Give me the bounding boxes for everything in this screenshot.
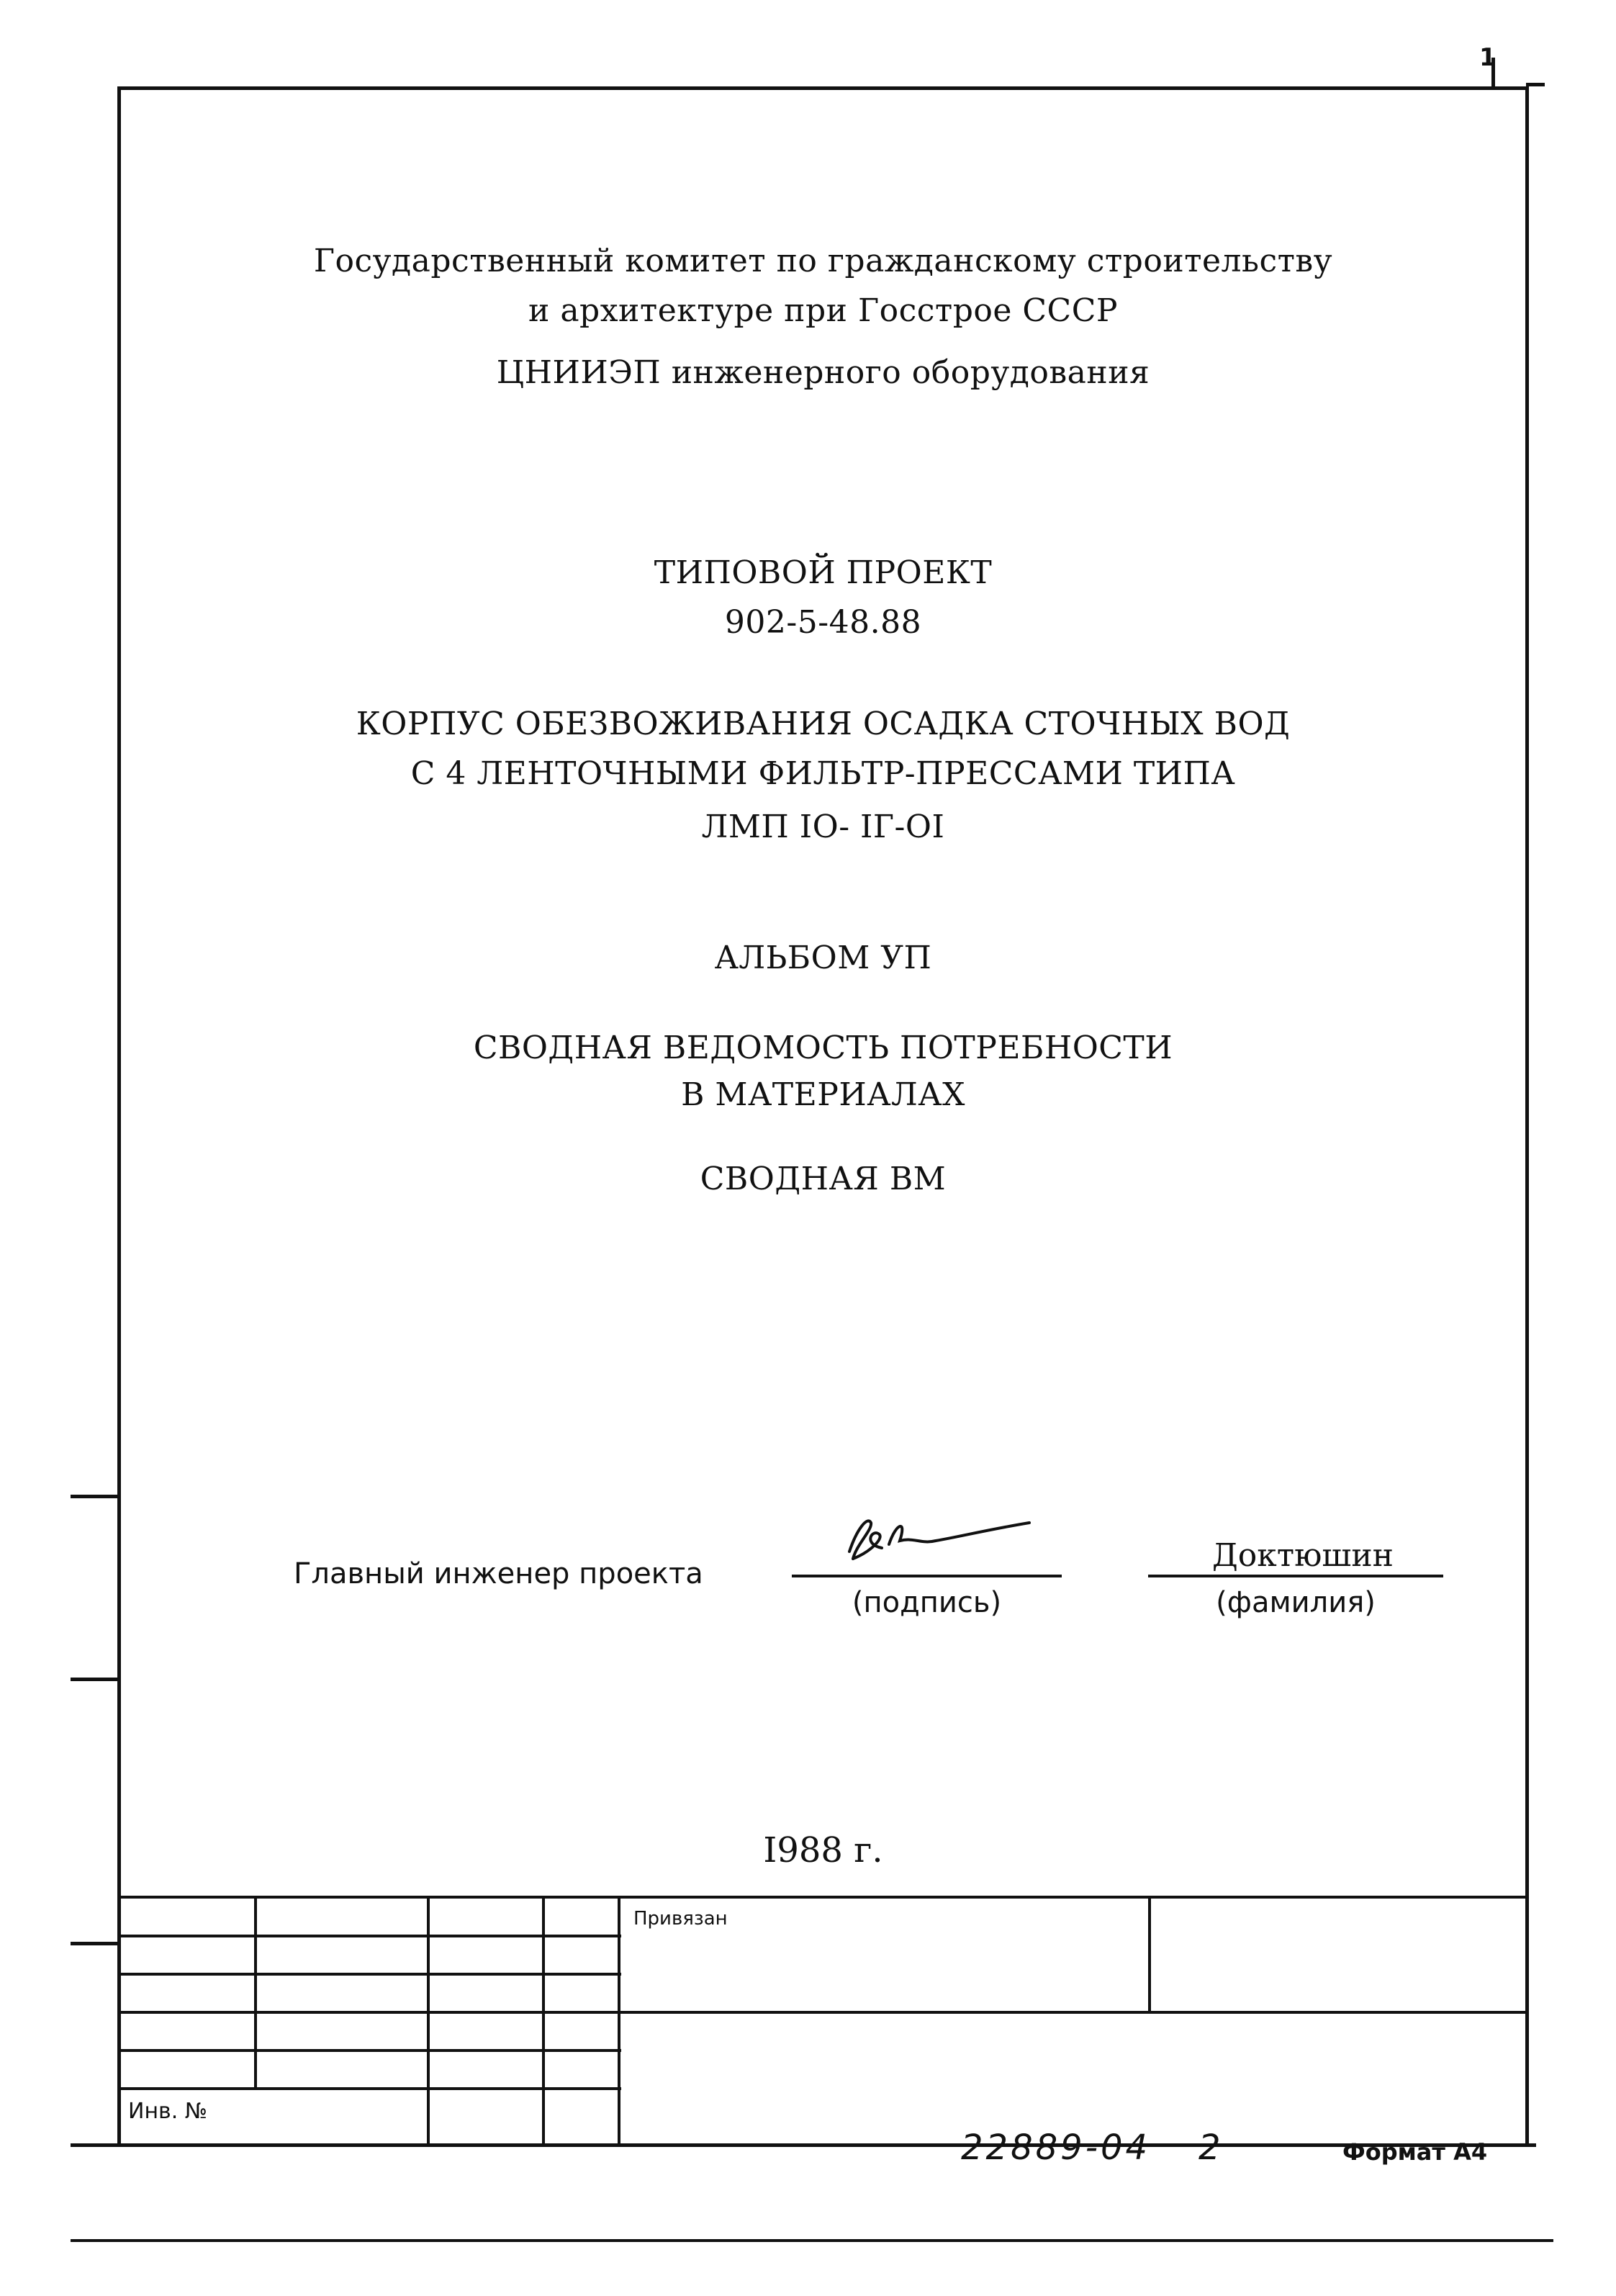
margin-tick <box>71 1678 119 1681</box>
document-code: 22889-04 <box>961 2128 1151 2168</box>
stamp-col-line <box>618 1896 620 2147</box>
object-line-2: С 4 ЛЕНТОЧНЫМИ ФИЛЬТР-ПРЕССАМИ ТИПА <box>410 755 1236 792</box>
project-number: 902-5-48.88 <box>724 604 922 641</box>
stamp-row-line <box>117 2087 621 2090</box>
stamp-row-line <box>117 1973 621 1976</box>
stamp-row-line <box>117 2049 621 2052</box>
signature-line <box>792 1575 1062 1577</box>
object-line-3: ЛМП IО- IГ-ОI <box>701 809 945 845</box>
content-line-1: СВОДНАЯ ВЕДОМОСТЬ ПОТРЕБНОСТИ <box>473 1030 1173 1066</box>
stamp-col-line <box>427 1896 430 2147</box>
stamp-row-line <box>117 1935 621 1937</box>
sheet-number: 2 <box>1199 2128 1221 2168</box>
year: I988 г. <box>763 1830 883 1870</box>
margin-tick <box>71 1495 119 1498</box>
stamp-col-line <box>254 1896 257 2087</box>
stamp-col-line <box>542 1896 545 2147</box>
object-line-1: КОРПУС ОБЕЗВОЖИВАНИЯ ОСАДКА СТОЧНЫХ ВОД <box>356 706 1291 742</box>
inventory-number-label: Инв. № <box>128 2099 208 2124</box>
surname-caption: (фамилия) <box>1216 1586 1376 1619</box>
surname-line <box>1148 1575 1443 1577</box>
album-label: АЛЬБОМ УП <box>714 940 932 976</box>
bound-label: Привязан <box>633 1908 728 1930</box>
margin-tick <box>71 1942 119 1945</box>
org-line-3: ЦНИИЭП инженерного оборудования <box>496 354 1150 391</box>
frame-bottom-line <box>71 2143 1536 2147</box>
org-line-2: и архитектуре при Госстрое СССР <box>528 292 1118 329</box>
stamp-row-line <box>117 2011 1529 2014</box>
stamp-col-line <box>1148 1896 1151 2011</box>
content-line-2: В МАТЕРИАЛАХ <box>681 1076 965 1113</box>
handwritten-signature <box>828 1508 1044 1573</box>
stamp-top-line <box>117 1896 1529 1899</box>
chief-engineer-label: Главный инженер проекта <box>294 1557 703 1590</box>
page-bottom-rule <box>71 2239 1553 2242</box>
format-label: Формат А4 <box>1342 2138 1488 2166</box>
surname: Доктюшин <box>1212 1537 1394 1574</box>
org-line-1: Государственный комитет по гражданскому строительству <box>313 243 1333 279</box>
signature-caption: (подпись) <box>852 1586 1002 1619</box>
page-number: 1 <box>1479 43 1497 72</box>
project-type: ТИПОВОЙ ПРОЕКТ <box>654 554 993 591</box>
corner-mark-horizontal <box>1526 83 1545 86</box>
content-line-3: СВОДНАЯ ВМ <box>700 1161 947 1197</box>
